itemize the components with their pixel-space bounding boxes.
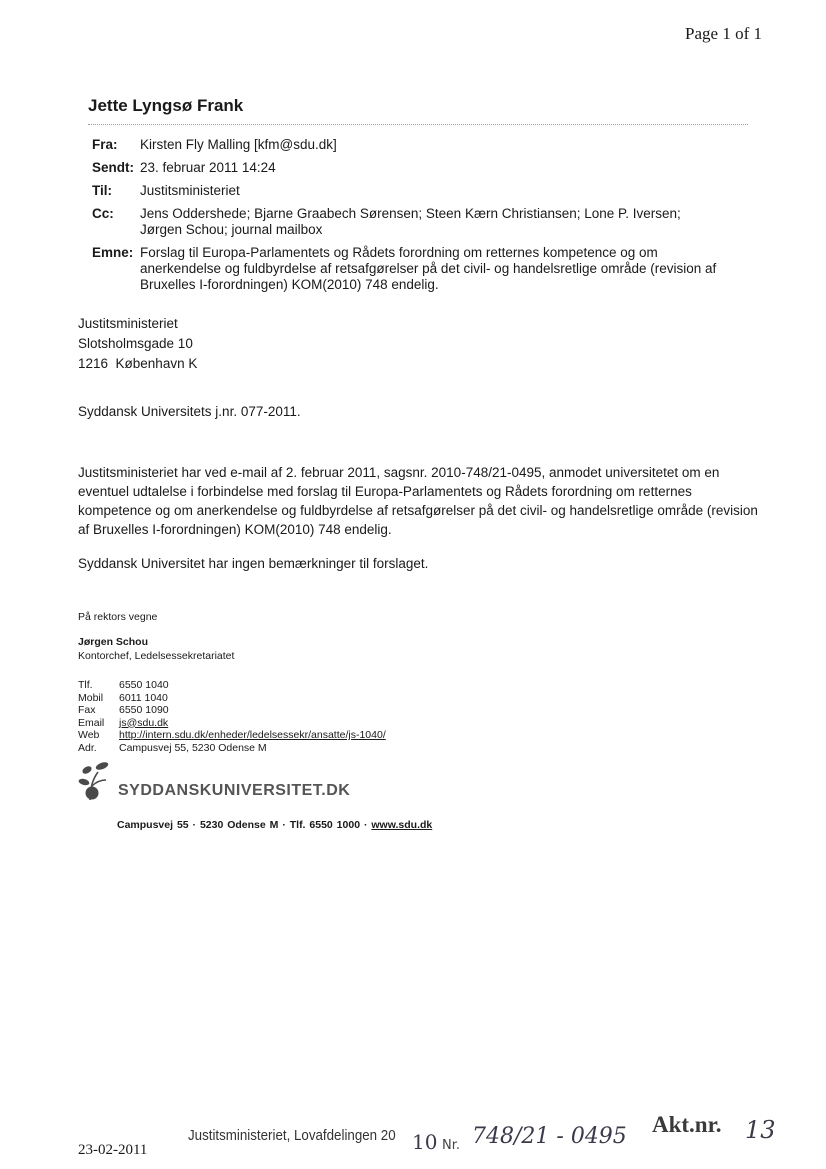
received-date-stamp: 23-02-2011 xyxy=(78,1142,148,1158)
header-value-from: Kirsten Fly Malling [kfm@sdu.dk] xyxy=(140,137,337,152)
handwritten-year-suffix: 10 xyxy=(412,1130,438,1154)
address-line: 1216 København K xyxy=(78,356,198,371)
body-paragraph: Justitsministeriet har ved e-mail af 2. februar 2011, sagsnr. 2010-748/21-0495, anmodet universitetet om en eventuel udtalelse i forbindelse med forslag til Europa-Parlamentets og Rådets forordning om retternes kompetence og om anerkendelse og fuldbyrdelse af retsafgørelser på det civil- og handelsretlige område (revision af Bruxelles I-forordningen) KOM(2010) 748 endelig. xyxy=(78,465,758,537)
header-label: Cc: xyxy=(92,206,114,221)
header-row-cc xyxy=(92,206,752,238)
header-value-subject: Forslag til Europa-Parlamentets og Rådets forordning om retternes kompetence og om anerkendelse og fuldbyrdelse af retsafgørelser på det civil- og handelsretlige område (revision af Bruxelles I-forordningen) KOM(2010) 748 endelig. xyxy=(140,245,717,292)
contact-row-address xyxy=(78,742,386,755)
contact-label: Web xyxy=(78,729,100,741)
contact-label: Email xyxy=(78,716,105,729)
contact-value: 6011 1040 xyxy=(119,691,168,704)
header-row-to xyxy=(92,183,752,199)
email-header-block xyxy=(92,137,752,300)
akt-nr-stamp: Akt.nr. xyxy=(652,1112,722,1137)
contact-label: Tlf. xyxy=(78,679,93,691)
header-row-sent xyxy=(92,160,752,176)
contact-row-web xyxy=(78,729,386,742)
contact-label: Fax xyxy=(78,704,96,716)
email-link[interactable]: js@sdu.dk xyxy=(119,716,169,729)
header-value-cc: Jens Oddershede; Bjarne Graabech Sørensen; Steen Kærn Christiansen; Lone P. Iversen; Jørgen Schou; journal mailbox xyxy=(140,206,681,237)
contact-row-phone xyxy=(78,679,386,692)
header-value-sent: 23. februar 2011 14:24 xyxy=(140,160,276,175)
contact-value: 6550 1040 xyxy=(119,679,169,691)
handwritten-akt-number xyxy=(741,1112,781,1146)
contact-label: Mobil xyxy=(78,691,104,704)
akt-number-text: 13 xyxy=(745,1116,776,1144)
signature-name: Jørgen Schou xyxy=(78,636,149,648)
contact-value: 6550 1090 xyxy=(119,704,169,716)
header-divider xyxy=(88,124,748,125)
web-link[interactable]: http://intern.sdu.dk/enheder/ledelsessekr/ansatte/js-1040/ xyxy=(119,729,386,741)
header-row-subject xyxy=(92,245,752,293)
contact-label: Adr. xyxy=(78,741,97,754)
footer-address-text: Campusvej 55 · 5230 Odense M · Tlf. 6550 1000 · xyxy=(117,819,372,831)
header-label: Sendt: xyxy=(92,160,134,175)
office-stamp: Justitsministeriet, Lovafdelingen 20 xyxy=(188,1128,396,1144)
footer-address xyxy=(117,819,432,831)
footer-web-link[interactable]: www.sdu.dk xyxy=(371,819,433,831)
header-label: Emne: xyxy=(92,245,134,260)
contact-row-fax xyxy=(78,704,386,717)
signature-title: Kontorchef, Ledelsessekretariatet xyxy=(78,650,235,662)
logo-wordmark: SYDDANSKUNIVERSITET.DK xyxy=(118,782,351,799)
mailbox-owner-name: Jette Lyngsø Frank xyxy=(88,96,244,115)
sdu-leaf-logo-icon xyxy=(76,760,118,802)
handwritten-case-number xyxy=(402,1109,627,1165)
handwritten-number: 748/21 - 0495 xyxy=(472,1124,627,1149)
address-line: Slotsholmsgade 10 xyxy=(78,336,193,351)
contact-details xyxy=(78,679,386,754)
header-label: Fra: xyxy=(92,137,118,152)
address-line: Justitsministeriet xyxy=(78,316,178,331)
case-reference: Syddansk Universitets j.nr. 077-2011. xyxy=(78,404,301,419)
header-label: Til: xyxy=(92,183,112,198)
recipient-address xyxy=(78,314,197,374)
signature-greeting: På rektors vegne xyxy=(78,611,158,623)
contact-value: Campusvej 55, 5230 Odense M xyxy=(119,741,267,754)
body-paragraph: Syddansk Universitet har ingen bemærkninger til forslaget. xyxy=(78,556,429,571)
page-number: Page 1 of 1 xyxy=(685,24,762,43)
contact-row-email xyxy=(78,717,386,730)
header-row-from xyxy=(92,137,752,153)
contact-row-mobile xyxy=(78,692,386,705)
nr-label: Nr. xyxy=(442,1138,461,1153)
header-value-to: Justitsministeriet xyxy=(140,183,240,198)
